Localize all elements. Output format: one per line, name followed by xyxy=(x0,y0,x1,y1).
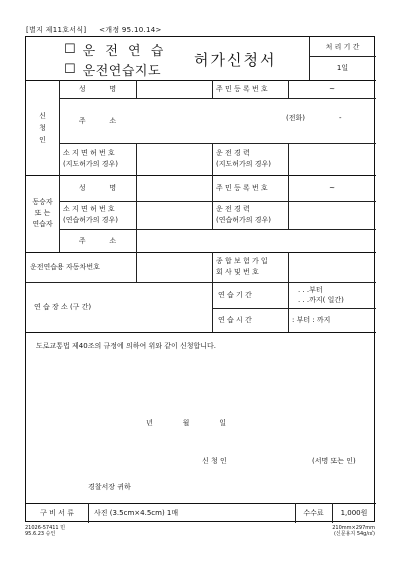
processing-period-label: 처 리 기 간 xyxy=(325,42,360,51)
addressee: 경찰서장 귀하 xyxy=(88,483,131,491)
practice-place-field[interactable] xyxy=(136,282,212,332)
passenger-rrn-field[interactable]: ~ xyxy=(329,184,335,192)
legal-statement: 도로교통법 제40조의 규정에 의하여 위와 같이 신청합니다. xyxy=(36,342,217,350)
applicant-career-label: 운 전 경 력 (지도허가의 경우) xyxy=(216,149,272,168)
title-option-instruction: ☐ 운전연습지도 xyxy=(64,61,162,79)
processing-period-value: 1일 xyxy=(336,64,349,72)
grid-line xyxy=(288,282,289,332)
applicant-rrn-label: 주 민 등 록 번 호 xyxy=(216,85,268,93)
grid-line xyxy=(26,332,376,333)
grid-line xyxy=(212,175,213,229)
practice-period-field[interactable]: . . .부터 . . .까지( 일간) xyxy=(298,286,344,304)
practice-period-label: 연 습 기 간 xyxy=(218,291,252,299)
applicant-signature-label: 신 청 인 xyxy=(202,457,227,465)
signature-field[interactable]: (서명 또는 인) xyxy=(312,457,356,465)
applicant-rrn-field[interactable]: ~ xyxy=(329,85,335,93)
passenger-address-field[interactable] xyxy=(136,229,376,252)
applicant-name-field[interactable] xyxy=(136,80,212,98)
applicant-phone-field[interactable]: - xyxy=(339,114,342,122)
attachments-value: 사진 (3.5cm×4.5cm) 1매 xyxy=(94,509,179,517)
practice-time-field[interactable]: : 부터 : 까지 xyxy=(292,316,331,324)
application-date: 년 월 일 xyxy=(146,419,226,427)
passenger-name-label: 성 명 xyxy=(78,184,117,192)
passenger-address-label: 주 소 xyxy=(78,236,117,245)
revision-note: <개정 95.10.14> xyxy=(99,26,162,34)
applicant-section-label: 신 청 인 xyxy=(39,111,46,144)
grid-line xyxy=(88,503,89,523)
grid-line xyxy=(212,143,213,175)
passenger-license-label: 소 지 면 허 번 호 (연습허가의 경우) xyxy=(63,205,119,224)
applicant-license-label: 소 지 면 허 번 호 (지도허가의 경우) xyxy=(63,149,119,168)
fee-label: 수수료 xyxy=(303,509,324,517)
passenger-career-label: 운 전 경 력 (연습허가의 경우) xyxy=(216,205,272,224)
insurance-label: 종 합 보 험 가 입 회 사 및 번 호 xyxy=(216,257,268,276)
form-title: 허가신청서 xyxy=(194,50,277,69)
attachments-label: 구 비 서 류 xyxy=(40,509,74,517)
applicant-address-label: 주 소 xyxy=(78,116,117,125)
passenger-career-field[interactable] xyxy=(288,201,376,229)
vehicle-number-field[interactable] xyxy=(136,252,212,282)
grid-line xyxy=(212,282,213,332)
footer-right: 210mm×297mm (신문용지 54g/㎡) xyxy=(332,525,375,537)
application-form xyxy=(25,36,375,522)
footer-left: 21026-57411 민 95.6.23 승인 xyxy=(25,525,66,537)
applicant-name-label: 성 명 xyxy=(78,85,117,93)
checkbox-practice[interactable]: ☐ xyxy=(64,41,79,57)
vehicle-number-label: 운전연습용 자동차번호 xyxy=(30,263,100,271)
passenger-license-field[interactable] xyxy=(136,201,212,229)
passenger-rrn-label: 주 민 등 록 번 호 xyxy=(216,184,268,192)
form-reference: [별지 제11호서식] xyxy=(26,26,87,34)
practice-time-label: 연 습 시 간 xyxy=(218,316,252,324)
fee-value: 1,000원 xyxy=(340,509,368,517)
passenger-name-field[interactable] xyxy=(136,175,212,201)
practice-place-label: 연 습 장 소 (구 간) xyxy=(34,303,92,311)
grid-line xyxy=(212,252,213,282)
checkbox-instruction[interactable]: ☐ xyxy=(64,61,79,77)
applicant-license-field[interactable] xyxy=(136,143,212,175)
form-header xyxy=(26,25,162,35)
applicant-phone-label: (전화) xyxy=(286,114,305,122)
title-option-practice: ☐ 운 전 연 습 xyxy=(64,41,167,59)
grid-line xyxy=(212,80,213,98)
insurance-field[interactable] xyxy=(288,252,376,282)
applicant-career-field[interactable] xyxy=(288,143,376,175)
passenger-section-label: 동승자 또 는 연습자 xyxy=(32,198,53,228)
